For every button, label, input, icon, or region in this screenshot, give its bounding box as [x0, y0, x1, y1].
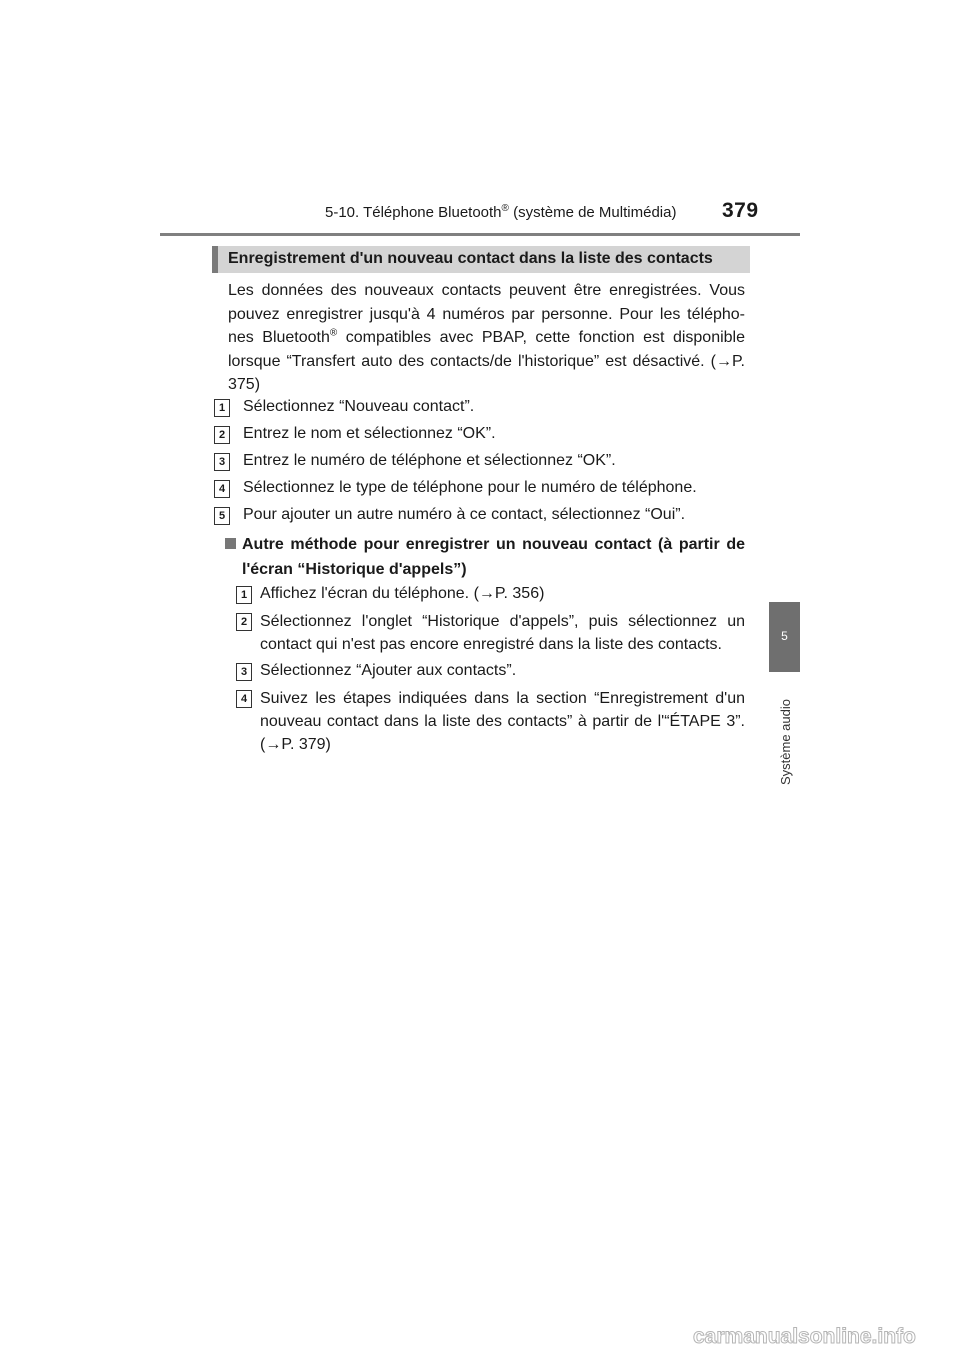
- substep-text: Sélectionnez “Ajouter aux contacts”.: [260, 662, 517, 679]
- subsection-heading-text: Autre méthode pour enregistrer un nouveau contact (à partir de l'écran “Historique d'appels”): [242, 536, 745, 578]
- substep-text: Affichez l'écran du téléphone. (→P. 356): [260, 585, 545, 602]
- step-badge: 4: [214, 480, 230, 498]
- step-badge: 3: [214, 453, 230, 471]
- watermark-text-graphic: [693, 1324, 953, 1348]
- header-divider: [160, 233, 800, 236]
- intro-registered-mark: ®: [329, 327, 338, 339]
- chapter-label-text: Système audio: [778, 699, 793, 785]
- subsection-heading: [225, 532, 745, 582]
- step-text: Entrez le nom et sélectionnez “OK”.: [243, 425, 496, 442]
- step-text: Pour ajouter un autre numéro à ce contact, sélectionnez “Oui”.: [243, 506, 686, 523]
- substep-text: Suivez les étapes indiquées dans la section “Enregistrement d'un nouveau contact dans la liste des contacts” à partir de l'“ÉTAPE 3”. (→P. 379): [260, 690, 745, 753]
- intro-paragraph: [228, 279, 745, 397]
- step-text: Sélectionnez le type de téléphone pour le numéro de téléphone.: [243, 479, 697, 496]
- step-text: Sélectionnez “Nouveau contact”.: [243, 398, 475, 415]
- page-number: 379: [722, 199, 759, 222]
- step-text: Entrez le numéro de téléphone et sélectionnez “OK”.: [243, 452, 616, 469]
- bullet-square-icon: [225, 538, 236, 549]
- header-title-prefix: 5-10. Téléphone Bluetooth: [325, 204, 502, 221]
- substep-badge: 2: [236, 613, 252, 631]
- chapter-tab: [769, 602, 800, 672]
- header-title-sup: ®: [501, 203, 509, 214]
- chapter-tab-number: 5: [781, 629, 788, 643]
- watermark-text: carmanualsonline.info: [693, 1325, 916, 1348]
- header-title-suffix: (système de Multimédia): [508, 204, 677, 221]
- intro-text-part1: Les données des nouveaux contacts peuvent être enregistrées. Vous pouvez enregistrer jusqu'à 4 numéros par personne. Pour les télépho-nes Bluetooth: [228, 282, 745, 346]
- substep-text: Sélectionnez l'onglet “Historique d'appels”, puis sélectionnez un contact qui n'est pas encore enregistré dans la liste des contacts.: [260, 613, 745, 653]
- step-badge: 2: [214, 426, 230, 444]
- running-header: [325, 203, 676, 221]
- step-badge: 1: [214, 399, 230, 417]
- substep-badge: 1: [236, 586, 252, 604]
- substep-badge: 4: [236, 690, 252, 708]
- chapter-label: [773, 680, 797, 785]
- step-badge: 5: [214, 507, 230, 525]
- section-heading-text: Enregistrement d'un nouveau contact dans la liste des contacts: [228, 250, 713, 267]
- substep-badge: 3: [236, 663, 252, 681]
- intro-text-part2: compatibles avec PBAP, cette fonction est disponible lorsque “Transfert auto des contacts/de l'historique” est désactivé. (→P. 375): [228, 329, 745, 393]
- section-heading: [212, 246, 750, 273]
- footer-watermark: [693, 1324, 953, 1348]
